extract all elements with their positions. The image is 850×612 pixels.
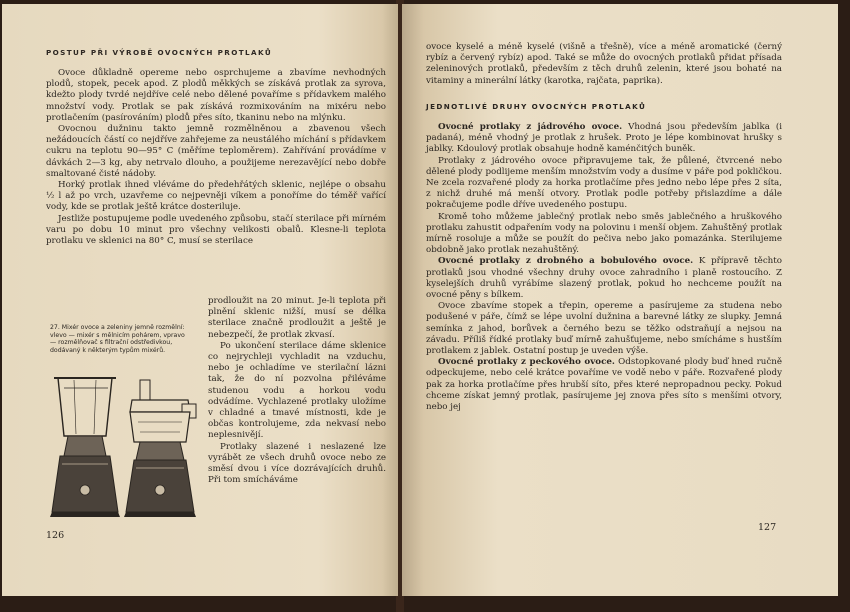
left-paragraph: Jestliže postupujeme podle uvedeného způsobu, stačí sterilace při mírném varu po dobu 10 minut pro všechny velikosti obalů. Klesne-li teplota protlaku ve sklenici na 80° C, musí se sterilace [46,213,386,247]
left-running-head: POSTUP PŘI VÝROBĚ OVOCNÝCH PROTLAKŮ [46,48,273,57]
paragraph-title: Ovocné protlaky z jádrového ovoce. [438,122,623,133]
figure-caption: 27. Mixér ovoce a zeleniny jemně rozmělní: vlevo — mixér s mělnicím pohárem, vpravo — rozmělňovač s filtrační odstředivkou, dodávaný k některým typům mixérů. [50,324,185,354]
left-wrap-text: prodloužit na 20 minut. Je-li teplota při plnění sklenic nižší, musí se délka sterilace značně prodloužit a ještě je nebezpečí, že protlak zkvasí. [208,296,386,340]
right-paragraph [426,256,782,301]
paragraph-text: Vhodná jsou především jablka (i padaná), méně vhodný je protlak z hrušek. Proto je lépe kombinovat hrušky s jablky. Kdoulový protlak obsahuje hodně kaménčitých buněk. [426,122,782,155]
left-page [2,4,398,596]
left-paragraph: Horký protlak ihned vléváme do předehřátých sklenic, nejlépe o obsahu ½ l až po vrch, uzavřeme co nejpevněji víkem a ponoříme do téměř vařící vody, kde se protlak ještě krátce dosteriluje. [46,180,386,213]
right-page [402,4,838,596]
section-heading: JEDNOTLIVÉ DRUHY OVOCNÝCH PROTLAKŮ [426,101,647,111]
right-paragraph [426,357,782,413]
left-wrap-paragraph: Protlaky slazené i neslazené lze vyrábět ze všech druhů ovoce nebo ze směsí dvou i více dozrávajících druhů. Při tom smícháváme [208,441,386,486]
right-paragraph [426,122,782,156]
paragraph-text: Odstopkované plody buď hned ručně odpeckujeme, nebo celé krátce povaříme ve vodě nebo v páře. Rozvařené plody pak za horka protlačíme přes hrubší síto, přes které nepropadnou pecky. Pokud chceme získat jemný protlak, pasírujeme jej znova přes síto s menšími otvory, nebo jej [426,357,782,413]
mixer-juicer-figure [124,380,196,517]
paragraph-text: K přípravě těchto protlaků jsou vhodné všechny druhy ovoce zahradního i planě rostoucího. Z kyselejších druhů vyrábíme slazený protlak, pokud ho nechceme použít na ovocné pěny s bílkem. [426,256,782,301]
right-main-text [426,42,782,413]
left-paragraph: Ovocnou dužninu takto jemně rozmělněnou a zbavenou všech nežádoucích částí co nejdříve zahřejeme za neustálého míchání s přídavkem cukru na teplotu 90—95° C (měříme teploměrem). Zahřívání provádíme v dávkách 2—3 kg, aby netrvalo dlouho, a použijeme nerezavějící nebo dobře smaltované čisté nádoby. [46,124,386,179]
mixer-jug-figure [50,378,120,517]
paragraph-title: Ovocné protlaky z peckového ovoce. [438,357,615,368]
mixer-illustration [50,372,198,520]
paragraph-title: Ovocné protlaky z drobného a bobulového ovoce. [438,256,694,267]
left-wrap-column [208,296,386,486]
left-wrap-paragraph: Po ukončení sterilace dáme sklenice co nejrychleji vychladit na vzduchu, nebo je ochladíme ve sterilační lázni tak, že do ní pozvolna přiléváme studenou vodu a horkou vodu odvádíme. Vychlazené protlaky uložíme v chladné a tmavé místnosti, kde je občas kontrolujeme, zda nekvasí nebo neplesnivějí. [208,340,386,441]
left-page-number: 126 [46,530,65,541]
right-page-number: 127 [758,522,777,533]
right-intro: ovoce kyselé a méně kyselé (višně a třešně), více a méně aromatické (černý rybíz a červený rybíz) apod. Také se může do ovocných protlaků přidat přísada zeleninových protlaků, především z těch druhů zelenin, které jsou bohaté na vitaminy a minerální látky (karotka, rajčata, paprika). [426,42,782,86]
left-main-text [46,68,386,247]
left-paragraph: Ovoce důkladně opereme nebo osprchujeme a zbavíme nevhodných plodů, stopek, pecek apod. Z plodů měkkých se získává protlak za syrova, kdežto plody tvrdé nejdříve celé nebo dělené povaříme s přídavkem malého množství vody. Protlak se pak získává rozmixováním na mixéru nebo protlačením (pasírováním) plodů přes síto, tkaninu nebo na mlýnku. [46,68,386,123]
right-paragraph: Protlaky z jádrového ovoce připravujeme tak, že půlené, čtvrcené nebo dělené plody podlijeme menším množstvím vody a dusíme v páře pod pokličkou. Ne zcela rozvařené plody za horka protlačíme přes jedno nebo lépe přes 2 síta, z nichž druhé má menší otvory. Protlak podle potřeby přislazdíme a dále pokračujeme podle dříve uvedeného postupu. [426,155,782,211]
right-paragraph: Ovoce zbavíme stopek a třepin, opereme a pasírujeme za studena nebo podušené v páře, čímž se lépe uvolní dužnina a barevné látky ze slupky. Jemná semínka z jahod, borůvek a černého bezu se těžko odstraňují a nejsou na závadu. Příliš řídké protlaky buď mírně zahušťujeme, nebo smícháme s hustším protlakem z jablek. Ostatní postup je uveden výše. [426,301,782,357]
right-paragraph: Kromě toho můžeme jablečný protlak nebo směs jablečného a hruškového protlaku zahustit odpařením vody na polovinu i menší objem. Zahuštěný protlak mírně rosoluje a může se použít do pečiva nebo jako pomazánka. Sterilujeme obdobně jako protlak nezahuštěný. [426,211,782,256]
